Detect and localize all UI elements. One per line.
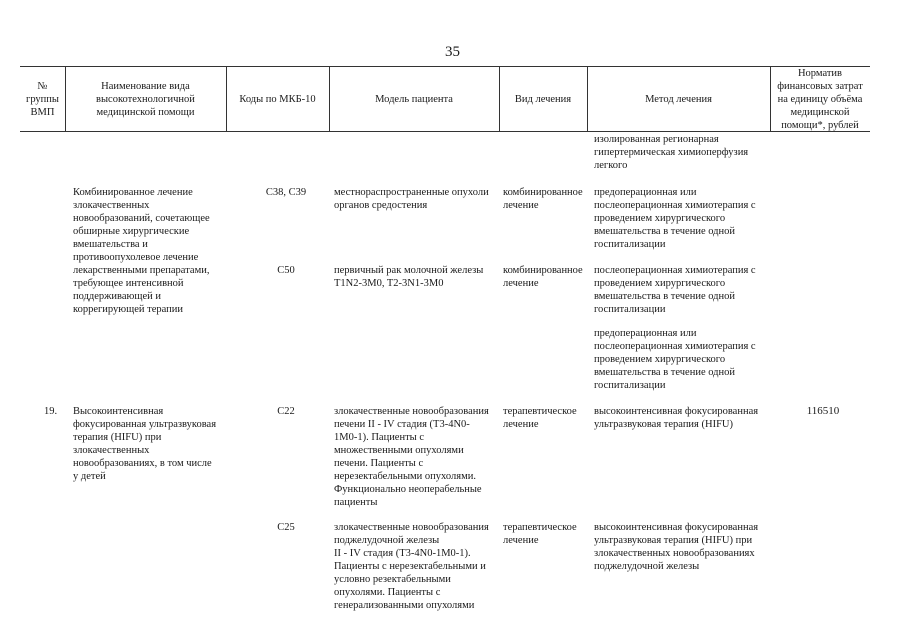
header-patient-model: Модель пациента bbox=[375, 93, 453, 105]
row-2-treatment-method-b: предоперационная или послеоперационная химиотерапия с проведением хирургического вмешательства в течение одной госпитализации bbox=[594, 328, 756, 391]
row-3-patient-model: злокачественные новообразования печени II - IV стадия (T3-4N0- 1M0-1). Пациенты с множественными опухолями печени. Пациенты с нерезектабельными опухолями. Функционально неоперабельные пациенты bbox=[334, 406, 489, 508]
page-number: 35 bbox=[445, 44, 460, 60]
row-3-treatment-type: терапевтическое лечение bbox=[503, 406, 577, 430]
row-1-treatment-method: предоперационная или послеоперационная химиотерапия с проведением хирургического вмешательства в течение одной госпитализации bbox=[594, 187, 756, 250]
header-cost-norm: Норматив финансовых затрат на единицу объёма медицинской помощи*, рублей bbox=[777, 67, 863, 131]
row-2-codes: C50 bbox=[277, 265, 295, 276]
table-header bbox=[20, 66, 870, 132]
row-1-treatment-type: комбинированное лечение bbox=[503, 187, 583, 211]
group-19-number: 19. bbox=[44, 406, 58, 417]
row-2-patient-model: первичный рак молочной железы T1N2-3M0, T2-3N1-3M0 bbox=[334, 265, 484, 289]
row-4-treatment-method: высокоинтенсивная фокусированная ультразвуковая терапия (HIFU) при злокачественных новообразованиях поджелудочной железы bbox=[594, 522, 759, 572]
row-3-treatment-method: высокоинтенсивная фокусированная ультразвуковая терапия (HIFU) bbox=[594, 406, 759, 430]
row-4-codes: C25 bbox=[277, 522, 295, 533]
header-treatment-type: Вид лечения bbox=[514, 93, 572, 105]
header-treatment-method: Метод лечения bbox=[645, 93, 712, 105]
group-18-name: Комбинированное лечение злокачественных новообразований, сочетающее обширные хирургические вмешательства и противоопухолевое лечение лекарственными препаратами, требующее интенсивной поддерживающей и коррегирующей терапии bbox=[73, 187, 210, 315]
row-2-treatment-method-a: послеоперационная химиотерапия с проведением хирургического вмешательства в течение одной госпитализации bbox=[594, 265, 756, 315]
header-care-type: Наименование вида высокотехнологичной медицинской помощи bbox=[96, 80, 195, 118]
row-4-treatment-type: терапевтическое лечение bbox=[503, 522, 577, 546]
continued-method: изолированная регионарная гипертермическая химиоперфузия легкого bbox=[594, 134, 749, 171]
row-4-patient-model: злокачественные новообразования поджелудочной железы II - IV стадия (T3-4N0-1M0-1). Пациенты с нерезектабельными и условно резектабельными опухолями. Пациенты с генерализованными опухолями bbox=[334, 522, 489, 611]
group-19-cost-norm: 116510 bbox=[806, 405, 840, 417]
header-icd-codes: Коды по МКБ-10 bbox=[239, 93, 316, 105]
row-1-codes: C38, C39 bbox=[265, 187, 307, 198]
row-2-treatment-type: комбинированное лечение bbox=[503, 265, 583, 289]
row-1-patient-model: местнораспространенные опухоли органов средостения bbox=[334, 187, 489, 211]
group-19-name: Высокоинтенсивная фокусированная ультразвуковая терапия (HIFU) при злокачественных новообразованиях, в том числе у детей bbox=[73, 406, 217, 482]
row-3-codes: C22 bbox=[277, 406, 295, 417]
header-group-number: № группы ВМП bbox=[26, 80, 59, 118]
